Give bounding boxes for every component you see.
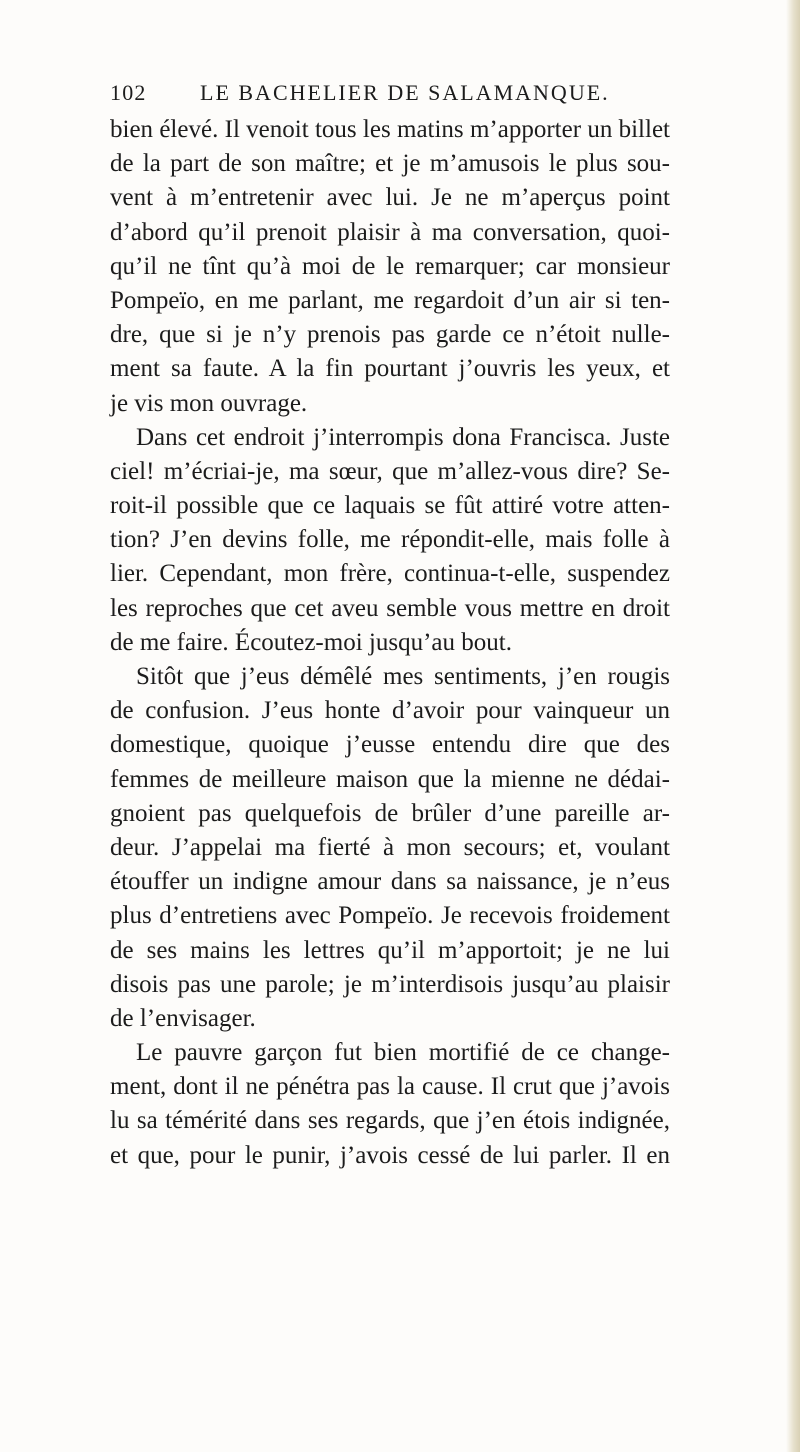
running-title: LE BACHELIER DE SALAMANQUE. — [200, 80, 610, 105]
text-line: de ses mains les lettres qu’il m’apportoit; je ne lui — [110, 936, 670, 964]
text-line: Le pauvre garçon fut bien mortifié de ce change- — [136, 1039, 670, 1067]
text-line: de la part de son maître; et je m’amusois le plus sou- — [110, 150, 670, 178]
page-number: 102 — [110, 80, 147, 105]
text-line: ment sa faute. A la fin pourtant j’ouvris les yeux, et — [110, 355, 670, 383]
text-line: les reproches que cet aveu semble vous mettre en droit — [110, 594, 670, 622]
text-line: disois pas une parole; je m’interdisois jusqu’au plaisir — [110, 970, 670, 998]
text-line: lier. Cependant, mon frère, continua-t-elle, suspendez — [110, 560, 670, 588]
text-line: qu’il ne tînt qu’à moi de le remarquer; car monsieur — [110, 252, 670, 280]
text-line: ciel! m’écriai-je, ma sœur, que m’allez-vous dire? Se- — [110, 457, 670, 485]
text-line: Dans cet endroit j’interrompis dona Francisca. Juste — [136, 423, 670, 451]
text-line: Pompeïo, en me parlant, me regardoit d’un air si ten- — [110, 286, 670, 314]
text-line: bien élevé. Il venoit tous les matins m’apporter un billet — [110, 116, 670, 143]
text-line: ment, dont il ne pénétra pas la cause. Il crut que j’avois — [110, 1073, 670, 1101]
text-line: femmes de meilleure maison que la mienne ne dédai- — [110, 765, 670, 793]
text-line: de l’envisager. — [110, 1004, 256, 1032]
text-line: roit-il possible que ce laquais se fût attiré votre atten- — [110, 492, 670, 520]
text-line: de me faire. Écoutez-moi jusqu’au bout. — [110, 628, 512, 656]
text-line: je vis mon ouvrage. — [110, 389, 308, 417]
page-header — [110, 80, 670, 110]
text-line: et que, pour le punir, j’avois cessé de lui parler. Il en — [110, 1141, 670, 1169]
text-line: lu sa témérité dans ses regards, que j’en étois indignée, — [110, 1107, 670, 1135]
body-text — [110, 113, 670, 1173]
page-edge-shadow — [786, 0, 800, 1452]
text-line: tion? J’en devins folle, me répondit-elle, mais folle à — [110, 526, 670, 554]
text-line: Sitôt que j’eus démêlé mes sentiments, j’en rougis — [136, 663, 670, 690]
text-line: de confusion. J’eus honte d’avoir pour vainqueur un — [110, 697, 670, 725]
text-line: étouffer un indigne amour dans sa naissance, je n’eus — [110, 868, 670, 896]
text-line: d’abord qu’il prenoit plaisir à ma conversation, quoi- — [110, 218, 670, 246]
text-line: plus d’entretiens avec Pompeïo. Je recevois froidement — [110, 902, 670, 930]
text-line: gnoient pas quelquefois de brûler d’une pareille ar- — [110, 799, 670, 827]
text-line: dre, que si je n’y prenois pas garde ce n’étoit nulle- — [110, 321, 670, 349]
text-line: domestique, quoique j’eusse entendu dire que des — [110, 731, 670, 759]
text-line: deur. J’appelai ma fierté à mon secours; et, voulant — [110, 833, 670, 861]
text-line: vent à m’entretenir avec lui. Je ne m’aperçus point — [110, 184, 670, 212]
